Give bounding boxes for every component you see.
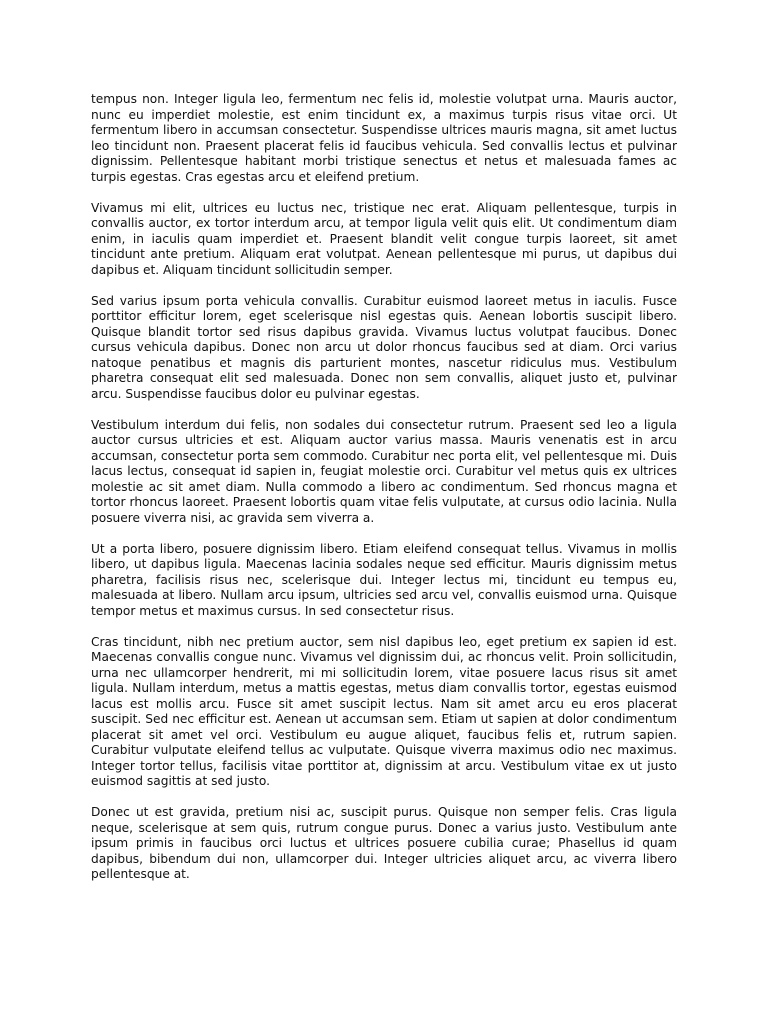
paragraph: Sed varius ipsum porta vehicula convallis. Curabitur euismod laoreet metus in iaculis. Fusce porttitor efficitur lorem, eget scelerisque nisl egestas quis. Aenean lobortis suscipit libero. Quisque blandit tortor sed risus dapibus gravida. Vivamus luctus volutpat faucibus. Donec cursus vehicula dapibus. Donec non arcu ut dolor rhoncus faucibus sed at diam. Orci varius natoque penatibus et magnis dis parturient montes, nascetur ridiculus mus. Vestibulum pharetra consequat elit sed malesuada. Donec non sem convallis, aliquet justo et, pulvinar arcu. Suspendisse faucibus dolor eu pulvinar egestas. [91,293,677,401]
paragraph: Cras tincidunt, nibh nec pretium auctor, sem nisl dapibus leo, eget pretium ex sapien id est. Maecenas convallis congue nunc. Vivamus vel dignissim dui, ac rhoncus velit. Proin sollicitudin, urna nec ullamcorper hendrerit, mi mi sollicitudin lorem, vitae posuere lacus risus sit amet ligula. Nullam interdum, metus a mattis egestas, metus diam convallis tortor, egestas euismod lacus est mollis arcu. Fusce sit amet suscipit lectus. Nam sit amet arcu eu eros placerat suscipit. Sed nec efficitur est. Aenean ut accumsan sem. Etiam ut sapien at dolor condimentum placerat sit amet vel orci. Vestibulum eu augue aliquet, faucibus felis et, rutrum sapien. Curabitur vulputate eleifend tellus ac vulputate. Quisque viverra maximus odio nec maximus. Integer tortor tellus, facilisis vitae porttitor at, dignissim at arcu. Vestibulum vitae ex ut justo euismod sagittis at sed justo. [91,634,677,788]
paragraph: tempus non. Integer ligula leo, fermentum nec felis id, molestie volutpat urna. Mauris auctor, nunc eu imperdiet molestie, est enim tincidunt ex, a maximus turpis risus vitae orci. Ut fermentum libero in accumsan consectetur. Suspendisse ultrices mauris magna, sit amet luctus leo tincidunt non. Praesent placerat felis id faucibus vehicula. Sed convallis lectus et pulvinar dignissim. Pellentesque habitant morbi tristique senectus et netus et malesuada fames ac turpis egestas. Cras egestas arcu et eleifend pretium. [91,92,677,184]
paragraph: Donec ut est gravida, pretium nisi ac, suscipit purus. Quisque non semper felis. Cras ligula neque, scelerisque at sem quis, rutrum congue purus. Donec a varius justo. Vestibulum ante ipsum primis in faucibus orci luctus et ultrices posuere cubilia curae; Phasellus id quam dapibus, bibendum dui non, ullamcorper dui. Integer ultricies aliquet arcu, ac viverra libero pellentesque at. [91,805,677,881]
paragraph: Ut a porta libero, posuere dignissim libero. Etiam eleifend consequat tellus. Vivamus in mollis libero, ut dapibus ligula. Maecenas lacinia sodales neque sed efficitur. Mauris dignissim metus pharetra, facilisis risus nec, scelerisque dui. Integer lectus mi, tincidunt eu tempus eu, malesuada at libero. Nullam arcu ipsum, ultricies sed arcu vel, convallis euismod urna. Quisque tempor metus et maximus cursus. In sed consectetur risus. [91,541,677,618]
paragraph: Vivamus mi elit, ultrices eu luctus nec, tristique nec erat. Aliquam pellentesque, turpis in convallis auctor, ex tortor interdum arcu, at tempor ligula velit quis elit. Ut condimentum diam enim, in iaculis quam imperdiet et. Praesent blandit velit congue turpis laoreet, sit amet tincidunt ante pretium. Aliquam erat volutpat. Aenean pellentesque mi purus, ut dapibus dui dapibus et. Aliquam tincidunt sollicitudin semper. [91,200,677,277]
document-page [91,92,677,898]
paragraph: Vestibulum interdum dui felis, non sodales dui consectetur rutrum. Praesent sed leo a ligula auctor cursus ultricies et est. Aliquam auctor varius massa. Mauris venenatis est in arcu accumsan, consectetur porta sem commodo. Curabitur nec porta elit, vel pellentesque mi. Duis lacus lectus, consequat id sapien in, feugiat molestie orci. Curabitur vel metus quis ex ultrices molestie ac sit amet diam. Nulla commodo a libero ac condimentum. Sed rhoncus magna et tortor rhoncus laoreet. Praesent lobortis quam vitae felis vulputate, at cursus odio lacinia. Nulla posuere viverra nisi, ac gravida sem viverra a. [91,417,677,525]
